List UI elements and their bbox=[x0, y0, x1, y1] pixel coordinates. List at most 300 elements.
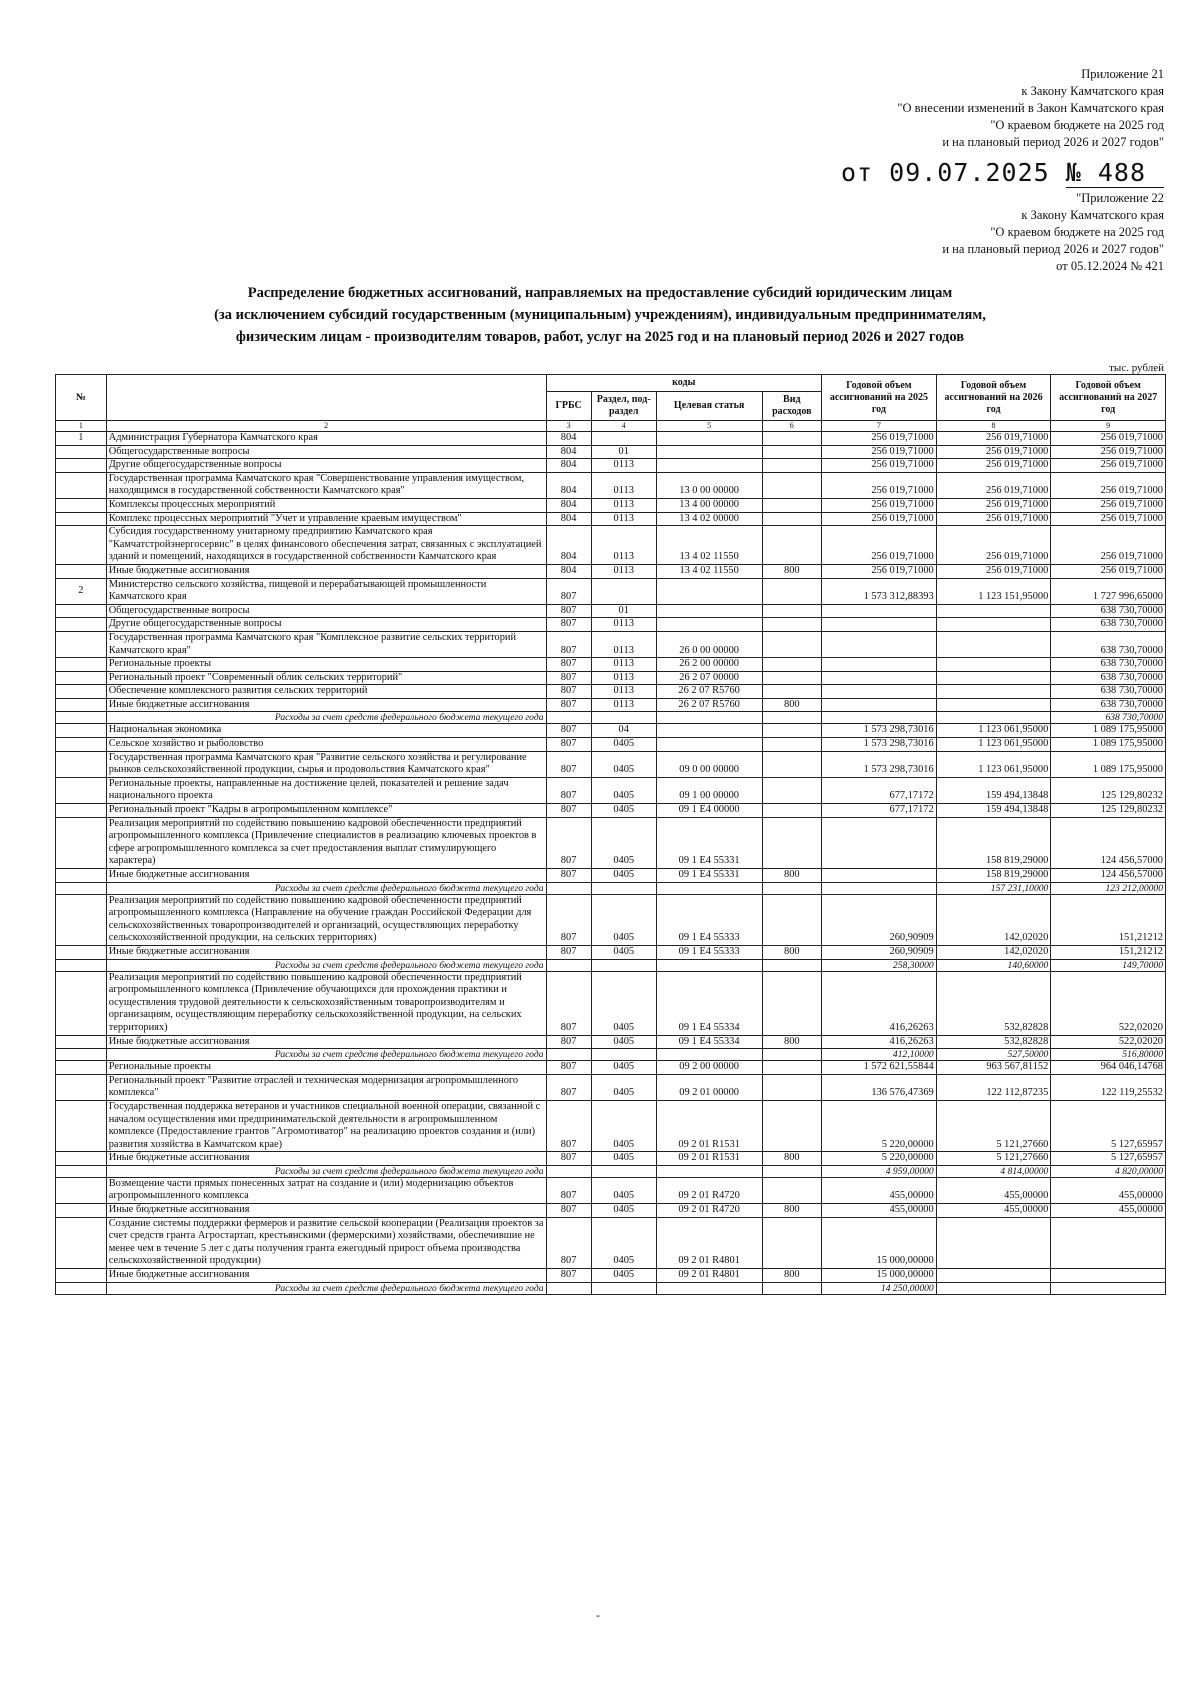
header-name bbox=[106, 375, 546, 421]
target-code: 13 4 02 00000 bbox=[656, 512, 762, 526]
razdel-code: 0405 bbox=[591, 945, 656, 959]
row-name: Возмещение части прямых понесенных затрат на создание и (или) модернизацию объектов агропромышленного комплекса bbox=[106, 1177, 546, 1203]
amount-2026: 256 019,71000 bbox=[936, 459, 1051, 473]
amount-2027 bbox=[1051, 1269, 1166, 1283]
table-row bbox=[56, 1074, 1166, 1100]
federal-funds-row bbox=[56, 1282, 1166, 1294]
vid-code bbox=[762, 1282, 822, 1294]
target-code bbox=[656, 724, 762, 738]
target-code: 09 2 01 R4801 bbox=[656, 1269, 762, 1283]
row-number bbox=[56, 777, 107, 803]
row-number bbox=[56, 658, 107, 672]
row-number bbox=[56, 817, 107, 868]
target-code bbox=[656, 882, 762, 894]
amount-2027: 256 019,71000 bbox=[1051, 564, 1166, 578]
target-code bbox=[656, 1282, 762, 1294]
grbs-code: 807 bbox=[546, 1204, 591, 1218]
header-grbs: ГРБС bbox=[546, 392, 591, 421]
column-number: 5 bbox=[656, 421, 762, 432]
grbs-code: 807 bbox=[546, 1217, 591, 1268]
amount-2026 bbox=[936, 631, 1051, 657]
row-name: Обеспечение комплексного развития сельских территорий bbox=[106, 685, 546, 699]
amount-2025: 256 019,71000 bbox=[822, 459, 937, 473]
target-code: 26 2 07 R5760 bbox=[656, 685, 762, 699]
header-line: Распределение бюджетных ассигнований, направляемых на предоставление субсидий юридическим лицам bbox=[247, 285, 953, 301]
target-code bbox=[656, 432, 762, 446]
vid-code: 800 bbox=[762, 1152, 822, 1166]
row-name: Иные бюджетные ассигнования bbox=[106, 698, 546, 712]
row-name: Региональный проект "Кадры в агропромышленном комплексе" bbox=[106, 804, 546, 818]
amount-2027: 256 019,71000 bbox=[1051, 472, 1166, 498]
row-number bbox=[56, 526, 107, 565]
target-code bbox=[656, 459, 762, 473]
row-name: Иные бюджетные ассигнования bbox=[106, 1269, 546, 1283]
vid-code bbox=[762, 459, 822, 473]
amount-2026: 1 123 061,95000 bbox=[936, 738, 1051, 752]
razdel-code: 0113 bbox=[591, 526, 656, 565]
grbs-code: 807 bbox=[546, 751, 591, 777]
column-number: 9 bbox=[1051, 421, 1166, 432]
grbs-code: 804 bbox=[546, 445, 591, 459]
row-name: Министерство сельского хозяйства, пищевой и перерабатывающей промышленности Камчатского края bbox=[106, 578, 546, 604]
table-row bbox=[56, 498, 1166, 512]
razdel-code: 0113 bbox=[591, 564, 656, 578]
razdel-code: 0405 bbox=[591, 971, 656, 1035]
column-number: 6 bbox=[762, 421, 822, 432]
amount-2025: 416,26263 bbox=[822, 1035, 937, 1049]
amount-2026: 122 112,87235 bbox=[936, 1074, 1051, 1100]
amount-2025: 260,90909 bbox=[822, 894, 937, 945]
row-name: Государственная программа Камчатского края "Комплексное развитие сельских территорий Камчатского края" bbox=[106, 631, 546, 657]
target-code: 13 4 02 11550 bbox=[656, 564, 762, 578]
amount-2026: 142,02020 bbox=[936, 945, 1051, 959]
table-row bbox=[56, 1177, 1166, 1203]
vid-code bbox=[762, 631, 822, 657]
grbs-code: 807 bbox=[546, 724, 591, 738]
row-name: Региональные проекты, направленные на достижение целей, показателей и решение задач национального проекта bbox=[106, 777, 546, 803]
header-line: (за исключением субсидий государственным (муниципальным) учреждениям), индивидуальным предпринимателям, bbox=[214, 307, 986, 323]
target-code: 26 0 00 00000 bbox=[656, 631, 762, 657]
amount-2026 bbox=[936, 618, 1051, 632]
amount-2027: 964 046,14768 bbox=[1051, 1061, 1166, 1075]
razdel-code: 0113 bbox=[591, 512, 656, 526]
amount-2026: 140,60000 bbox=[936, 959, 1051, 971]
amount-2027 bbox=[1051, 1282, 1166, 1294]
amount-2026: 142,02020 bbox=[936, 894, 1051, 945]
table-body bbox=[56, 432, 1166, 1295]
vid-code bbox=[762, 1177, 822, 1203]
row-name: Комплекс процессных мероприятий "Учет и управление краевым имуществом" bbox=[106, 512, 546, 526]
amount-2026: 157 231,10000 bbox=[936, 882, 1051, 894]
appendix-header-bottom bbox=[942, 190, 1164, 275]
amount-2025 bbox=[822, 631, 937, 657]
table-row bbox=[56, 472, 1166, 498]
header-2026: Годовой объем ассигнований на 2026 год bbox=[936, 375, 1051, 421]
row-name: Иные бюджетные ассигнования bbox=[106, 945, 546, 959]
row-number bbox=[56, 698, 107, 712]
header-num: № bbox=[56, 375, 107, 421]
razdel-code: 0405 bbox=[591, 1074, 656, 1100]
row-name: Другие общегосударственные вопросы bbox=[106, 618, 546, 632]
grbs-code: 807 bbox=[546, 618, 591, 632]
row-number bbox=[56, 1049, 107, 1061]
razdel-code: 0113 bbox=[591, 698, 656, 712]
vid-code: 800 bbox=[762, 564, 822, 578]
amount-2026: 256 019,71000 bbox=[936, 564, 1051, 578]
amount-2025: 136 576,47369 bbox=[822, 1074, 937, 1100]
amount-2026: 1 123 061,95000 bbox=[936, 724, 1051, 738]
table-row bbox=[56, 1035, 1166, 1049]
vid-code bbox=[762, 578, 822, 604]
row-name: Расходы за счет средств федерального бюджета текущего года bbox=[106, 959, 546, 971]
column-number: 7 bbox=[822, 421, 937, 432]
table-row bbox=[56, 432, 1166, 446]
header-2025: Годовой объем ассигнований на 2025 год bbox=[822, 375, 937, 421]
table-row bbox=[56, 971, 1166, 1035]
target-code: 09 1 E4 55334 bbox=[656, 971, 762, 1035]
header-line: и на плановый период 2026 и 2027 годов" bbox=[942, 242, 1164, 256]
grbs-code: 804 bbox=[546, 459, 591, 473]
amount-2026: 159 494,13848 bbox=[936, 777, 1051, 803]
amount-2027: 522,02020 bbox=[1051, 971, 1166, 1035]
amount-2027: 256 019,71000 bbox=[1051, 459, 1166, 473]
row-name: Комплексы процессных мероприятий bbox=[106, 498, 546, 512]
vid-code bbox=[762, 724, 822, 738]
header-line: "О краевом бюджете на 2025 год bbox=[990, 225, 1164, 239]
vid-code bbox=[762, 1100, 822, 1151]
table-row bbox=[56, 1152, 1166, 1166]
appendix-header-top bbox=[897, 66, 1164, 151]
amount-2025: 1 573 312,88393 bbox=[822, 578, 937, 604]
table-row bbox=[56, 1217, 1166, 1268]
amount-2025 bbox=[822, 658, 937, 672]
row-name: Региональный проект "Современный облик сельских территорий" bbox=[106, 671, 546, 685]
target-code: 09 1 E4 55331 bbox=[656, 869, 762, 883]
amount-2027: 5 127,65957 bbox=[1051, 1100, 1166, 1151]
table-row bbox=[56, 526, 1166, 565]
row-number bbox=[56, 604, 107, 618]
amount-2025: 455,00000 bbox=[822, 1204, 937, 1218]
grbs-code: 807 bbox=[546, 578, 591, 604]
row-name: Иные бюджетные ассигнования bbox=[106, 1152, 546, 1166]
amount-2027: 638 730,70000 bbox=[1051, 698, 1166, 712]
column-number: 3 bbox=[546, 421, 591, 432]
grbs-code: 807 bbox=[546, 869, 591, 883]
table-row bbox=[56, 685, 1166, 699]
row-name: Иные бюджетные ассигнования bbox=[106, 1204, 546, 1218]
row-number bbox=[56, 959, 107, 971]
amount-2027 bbox=[1051, 1217, 1166, 1268]
amount-2026 bbox=[936, 1282, 1051, 1294]
grbs-code: 807 bbox=[546, 604, 591, 618]
target-code bbox=[656, 959, 762, 971]
amount-2025 bbox=[822, 618, 937, 632]
target-code: 26 2 07 R5760 bbox=[656, 698, 762, 712]
amount-2027: 125 129,80232 bbox=[1051, 777, 1166, 803]
header-codes: коды bbox=[546, 375, 822, 392]
razdel-code: 0405 bbox=[591, 1061, 656, 1075]
grbs-code: 804 bbox=[546, 564, 591, 578]
grbs-code: 807 bbox=[546, 1061, 591, 1075]
row-number bbox=[56, 618, 107, 632]
amount-2027: 256 019,71000 bbox=[1051, 498, 1166, 512]
target-code: 13 4 02 11550 bbox=[656, 526, 762, 565]
row-number bbox=[56, 1177, 107, 1203]
row-name: Иные бюджетные ассигнования bbox=[106, 564, 546, 578]
row-number bbox=[56, 459, 107, 473]
amount-2025: 15 000,00000 bbox=[822, 1269, 937, 1283]
amount-2026 bbox=[936, 658, 1051, 672]
amount-2025 bbox=[822, 882, 937, 894]
amount-2027: 125 129,80232 bbox=[1051, 804, 1166, 818]
target-code: 09 2 01 R4720 bbox=[656, 1177, 762, 1203]
amount-2027: 1 089 175,95000 bbox=[1051, 751, 1166, 777]
vid-code bbox=[762, 738, 822, 752]
razdel-code: 0113 bbox=[591, 631, 656, 657]
target-code bbox=[656, 1165, 762, 1177]
row-name: Иные бюджетные ассигнования bbox=[106, 869, 546, 883]
header-line: Приложение 21 bbox=[1081, 67, 1164, 81]
grbs-code: 807 bbox=[546, 631, 591, 657]
amount-2025: 260,90909 bbox=[822, 945, 937, 959]
grbs-code bbox=[546, 882, 591, 894]
vid-code: 800 bbox=[762, 945, 822, 959]
row-number bbox=[56, 1035, 107, 1049]
target-code bbox=[656, 738, 762, 752]
header-target: Целевая статья bbox=[656, 392, 762, 421]
grbs-code: 807 bbox=[546, 777, 591, 803]
header-razdel: Раздел, под-раздел bbox=[591, 392, 656, 421]
row-number bbox=[56, 512, 107, 526]
header-line: к Закону Камчатского края bbox=[1021, 208, 1164, 222]
row-name: Расходы за счет средств федерального бюджета текущего года bbox=[106, 882, 546, 894]
razdel-code: 0405 bbox=[591, 869, 656, 883]
grbs-code bbox=[546, 712, 591, 724]
row-number bbox=[56, 631, 107, 657]
vid-code: 800 bbox=[762, 1269, 822, 1283]
row-number bbox=[56, 724, 107, 738]
amount-2025: 258,30000 bbox=[822, 959, 937, 971]
target-code: 09 2 01 R1531 bbox=[656, 1100, 762, 1151]
row-number bbox=[56, 1165, 107, 1177]
table-row bbox=[56, 658, 1166, 672]
razdel-code: 01 bbox=[591, 445, 656, 459]
units-label: тыс. рублей bbox=[1109, 362, 1164, 374]
allocation-table bbox=[55, 374, 1166, 1295]
amount-2027: 455,00000 bbox=[1051, 1204, 1166, 1218]
razdel-code: 04 bbox=[591, 724, 656, 738]
target-code: 26 2 07 00000 bbox=[656, 671, 762, 685]
amount-2025: 256 019,71000 bbox=[822, 472, 937, 498]
federal-funds-row bbox=[56, 959, 1166, 971]
row-name: Реализация мероприятий по содействию повышению кадровой обеспеченности предприятий агропромышленного комплекса (Привлечение обучающихся для прохождения практики и осуществления трудовой деятельности к сельскохозяйственным товаропроизводителям и организациям, осуществляющим переработку сельскохозяйственной продукции, на сельских территориях) bbox=[106, 971, 546, 1035]
amount-2025: 5 220,00000 bbox=[822, 1100, 937, 1151]
header-line: "О краевом бюджете на 2025 год bbox=[990, 118, 1164, 132]
grbs-code: 807 bbox=[546, 817, 591, 868]
vid-code bbox=[762, 1165, 822, 1177]
vid-code bbox=[762, 959, 822, 971]
razdel-code: 0405 bbox=[591, 1217, 656, 1268]
amount-2026: 256 019,71000 bbox=[936, 432, 1051, 446]
row-name: Региональные проекты bbox=[106, 1061, 546, 1075]
target-code: 09 2 01 R1531 bbox=[656, 1152, 762, 1166]
table-row bbox=[56, 698, 1166, 712]
vid-code bbox=[762, 751, 822, 777]
row-number: 2 bbox=[56, 578, 107, 604]
amount-2025: 412,10000 bbox=[822, 1049, 937, 1061]
table-row bbox=[56, 631, 1166, 657]
amount-2027: 638 730,70000 bbox=[1051, 618, 1166, 632]
header-line: от 05.12.2024 № 421 bbox=[1056, 259, 1164, 273]
grbs-code: 804 bbox=[546, 512, 591, 526]
razdel-code: 0405 bbox=[591, 777, 656, 803]
row-number bbox=[56, 671, 107, 685]
page-mark: - bbox=[596, 1608, 600, 1622]
table-row bbox=[56, 1061, 1166, 1075]
vid-code bbox=[762, 512, 822, 526]
stamp-date: от 09.07.2025 bbox=[841, 158, 1050, 187]
vid-code bbox=[762, 472, 822, 498]
amount-2026: 158 819,29000 bbox=[936, 817, 1051, 868]
razdel-code: 0405 bbox=[591, 894, 656, 945]
amount-2027: 455,00000 bbox=[1051, 1177, 1166, 1203]
table-row bbox=[56, 738, 1166, 752]
target-code: 09 1 E4 55331 bbox=[656, 817, 762, 868]
amount-2027: 638 730,70000 bbox=[1051, 712, 1166, 724]
amount-2026: 256 019,71000 bbox=[936, 472, 1051, 498]
razdel-code bbox=[591, 882, 656, 894]
row-number bbox=[56, 804, 107, 818]
table-row bbox=[56, 817, 1166, 868]
header-line: физическим лицам - производителям товаров, работ, услуг на 2025 год и на плановый период 2026 и 2027 годов bbox=[235, 329, 965, 345]
table-row bbox=[56, 512, 1166, 526]
row-name: Государственная программа Камчатского края "Совершенствование управления имуществом, находящимся в государственной собственности Камчатского края" bbox=[106, 472, 546, 498]
amount-2026: 527,50000 bbox=[936, 1049, 1051, 1061]
table-row bbox=[56, 724, 1166, 738]
amount-2025: 677,17172 bbox=[822, 804, 937, 818]
razdel-code bbox=[591, 1165, 656, 1177]
amount-2027: 1 089 175,95000 bbox=[1051, 738, 1166, 752]
grbs-code: 807 bbox=[546, 1035, 591, 1049]
grbs-code bbox=[546, 959, 591, 971]
amount-2025: 256 019,71000 bbox=[822, 526, 937, 565]
table-row bbox=[56, 1204, 1166, 1218]
target-code: 09 2 01 00000 bbox=[656, 1074, 762, 1100]
amount-2025: 677,17172 bbox=[822, 777, 937, 803]
document-title bbox=[120, 282, 1080, 348]
row-name: Государственная программа Камчатского края "Развитие сельского хозяйства и регулирование рынков сельскохозяйственной продукции, сырья и продовольствия Камчатского края" bbox=[106, 751, 546, 777]
row-number bbox=[56, 882, 107, 894]
amount-2025: 1 572 621,55844 bbox=[822, 1061, 937, 1075]
amount-2025: 455,00000 bbox=[822, 1177, 937, 1203]
amount-2025: 4 959,00000 bbox=[822, 1165, 937, 1177]
target-code: 26 2 00 00000 bbox=[656, 658, 762, 672]
federal-funds-row bbox=[56, 712, 1166, 724]
amount-2025 bbox=[822, 712, 937, 724]
target-code bbox=[656, 578, 762, 604]
vid-code bbox=[762, 445, 822, 459]
header-line: к Закону Камчатского края bbox=[1021, 84, 1164, 98]
amount-2026 bbox=[936, 1269, 1051, 1283]
razdel-code bbox=[591, 432, 656, 446]
row-number bbox=[56, 498, 107, 512]
row-number bbox=[56, 1217, 107, 1268]
row-name: Региональные проекты bbox=[106, 658, 546, 672]
amount-2027: 638 730,70000 bbox=[1051, 658, 1166, 672]
amount-2026 bbox=[936, 685, 1051, 699]
amount-2027: 256 019,71000 bbox=[1051, 432, 1166, 446]
amount-2025 bbox=[822, 698, 937, 712]
row-name: Государственная поддержка ветеранов и участников специальной военной операции, связанной с началом осуществления ими предпринимательской деятельности в агропромышленном комплексе (Предоставление грантов "Агромотиватор" на реализацию проектов создания и (или) развития хозяйства в Камчатском крае) bbox=[106, 1100, 546, 1151]
amount-2027: 151,21212 bbox=[1051, 945, 1166, 959]
row-number bbox=[56, 712, 107, 724]
amount-2025: 1 573 298,73016 bbox=[822, 751, 937, 777]
amount-2027: 638 730,70000 bbox=[1051, 631, 1166, 657]
razdel-code: 0405 bbox=[591, 738, 656, 752]
amount-2027: 151,21212 bbox=[1051, 894, 1166, 945]
vid-code: 800 bbox=[762, 698, 822, 712]
amount-2026: 5 121,27660 bbox=[936, 1152, 1051, 1166]
amendment-stamp bbox=[841, 158, 1164, 187]
table-row bbox=[56, 751, 1166, 777]
grbs-code bbox=[546, 1049, 591, 1061]
amount-2026: 5 121,27660 bbox=[936, 1100, 1051, 1151]
row-name: Реализация мероприятий по содействию повышению кадровой обеспеченности предприятий агропромышленного комплекса (Направление на обучение граждан Российской Федерации для сельскохозяйственных товаропроизводителей и организаций, осуществляющих переработку сельскохозяйственной продукции, на сельских территориях) bbox=[106, 894, 546, 945]
row-name: Общегосударственные вопросы bbox=[106, 604, 546, 618]
row-number bbox=[56, 685, 107, 699]
amount-2026: 1 123 061,95000 bbox=[936, 751, 1051, 777]
grbs-code: 807 bbox=[546, 804, 591, 818]
razdel-code: 0405 bbox=[591, 1035, 656, 1049]
row-number bbox=[56, 1074, 107, 1100]
federal-funds-row bbox=[56, 1049, 1166, 1061]
razdel-code: 0113 bbox=[591, 472, 656, 498]
amount-2025 bbox=[822, 869, 937, 883]
grbs-code: 804 bbox=[546, 498, 591, 512]
vid-code: 800 bbox=[762, 1035, 822, 1049]
grbs-code: 807 bbox=[546, 685, 591, 699]
vid-code bbox=[762, 712, 822, 724]
target-code bbox=[656, 604, 762, 618]
amount-2025: 256 019,71000 bbox=[822, 432, 937, 446]
razdel-code: 0113 bbox=[591, 658, 656, 672]
row-number bbox=[56, 445, 107, 459]
amount-2026: 4 814,00000 bbox=[936, 1165, 1051, 1177]
razdel-code: 0405 bbox=[591, 751, 656, 777]
table-row bbox=[56, 1269, 1166, 1283]
vid-code bbox=[762, 432, 822, 446]
column-number: 4 bbox=[591, 421, 656, 432]
amount-2027: 122 119,25532 bbox=[1051, 1074, 1166, 1100]
table-row bbox=[56, 445, 1166, 459]
grbs-code: 804 bbox=[546, 472, 591, 498]
amount-2027: 124 456,57000 bbox=[1051, 817, 1166, 868]
amount-2026: 532,82828 bbox=[936, 971, 1051, 1035]
amount-2026: 455,00000 bbox=[936, 1177, 1051, 1203]
amount-2025: 5 220,00000 bbox=[822, 1152, 937, 1166]
stamp-number: № 488 bbox=[1066, 158, 1164, 188]
razdel-code: 0113 bbox=[591, 459, 656, 473]
amount-2025: 256 019,71000 bbox=[822, 498, 937, 512]
table-row bbox=[56, 777, 1166, 803]
amount-2027: 1 089 175,95000 bbox=[1051, 724, 1166, 738]
grbs-code: 807 bbox=[546, 1074, 591, 1100]
amount-2027: 149,70000 bbox=[1051, 959, 1166, 971]
grbs-code: 804 bbox=[546, 526, 591, 565]
razdel-code: 0405 bbox=[591, 1177, 656, 1203]
column-numbers-row bbox=[56, 421, 1166, 432]
amount-2026: 256 019,71000 bbox=[936, 512, 1051, 526]
